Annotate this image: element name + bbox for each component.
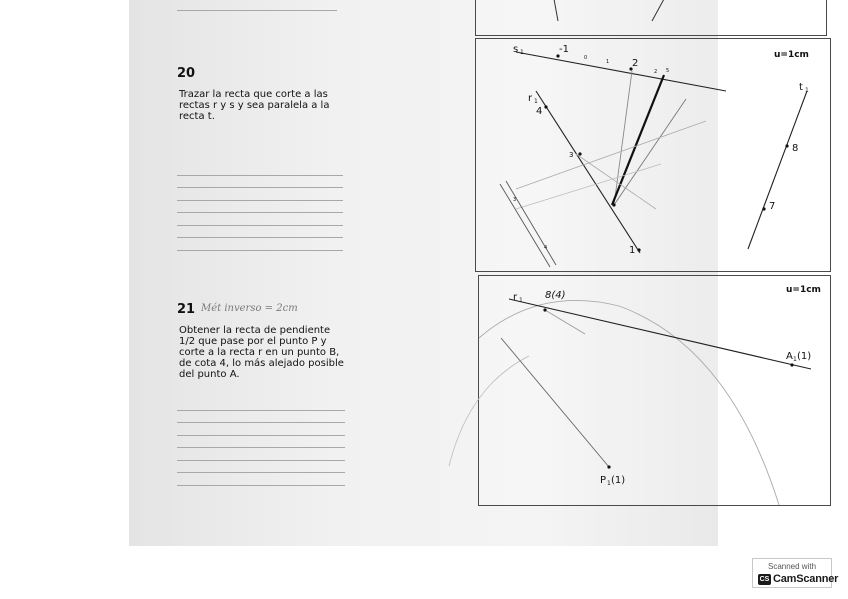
unit-label: u=1cm [774, 50, 809, 60]
point-label: 2 [632, 58, 639, 69]
previous-exercise-panel [475, 0, 827, 36]
exercise-20-answer-lines [177, 163, 343, 251]
label-t: t [799, 82, 803, 93]
exercise-20-drawing-panel [475, 38, 831, 272]
exercise-20-drawing [476, 39, 830, 271]
point-label: 4 [536, 106, 543, 117]
exercise-21-drawing-panel [478, 275, 831, 506]
point-label: 3 [569, 151, 574, 159]
label-r-sub: 1 [519, 297, 523, 304]
exercise-20-statement: Trazar la recta que corte a las rectas r y s y sea paralela a la recta t. [179, 89, 330, 122]
worksheet-page [129, 0, 821, 546]
exercise-21-number: 21 [177, 302, 196, 317]
label-p-cota: (1) [611, 475, 626, 486]
point-label: 8 [792, 143, 799, 154]
exercise-21-handwritten-note: Mét inverso = 2cm [201, 303, 298, 314]
badge-caption: Scanned with [767, 562, 817, 571]
label-r: r [513, 292, 518, 303]
faint-mark: 0 [584, 55, 588, 61]
point-label: 1 [629, 245, 636, 256]
faint-mark: 5 [666, 68, 670, 74]
label-s-sub: 1 [520, 49, 524, 56]
label-s: s [513, 44, 519, 55]
faint-mark: 2 [654, 69, 658, 75]
faint-mark: 4 [544, 245, 548, 251]
label-t-sub: 1 [805, 87, 809, 94]
camscanner-badge [752, 558, 839, 588]
label-a-sub: 1 [793, 356, 797, 363]
label-r-sub: 1 [534, 98, 538, 105]
label-a: A [786, 351, 793, 362]
label-p-sub: 1 [607, 480, 611, 487]
camscanner-logo-icon: CS [759, 576, 770, 583]
label-r: r [528, 93, 533, 104]
exercise-21-statement: Obtener la recta de pendiente 1/2 que pase por el punto P y corte a la recta r en un punto B, de cota 4, lo más alejado posible del punto A. [179, 325, 344, 380]
exercise-21-drawing [479, 276, 830, 505]
exercise-21-answer-lines [177, 398, 345, 486]
faint-mark: 3 [513, 197, 517, 203]
point-label: -1 [559, 44, 569, 55]
label-a-cota: (1) [797, 351, 812, 362]
handwritten-point-label: 8(4) [545, 290, 566, 301]
point-label: 7 [769, 201, 776, 212]
faint-mark: 1 [606, 59, 610, 65]
exercise-20-number: 20 [177, 66, 196, 81]
previous-answer-line [177, 0, 337, 11]
unit-label: u=1cm [786, 285, 821, 295]
label-p: P [600, 475, 607, 486]
previous-exercise-drawing [476, 0, 826, 35]
badge-brand: CamScanner [773, 573, 839, 585]
